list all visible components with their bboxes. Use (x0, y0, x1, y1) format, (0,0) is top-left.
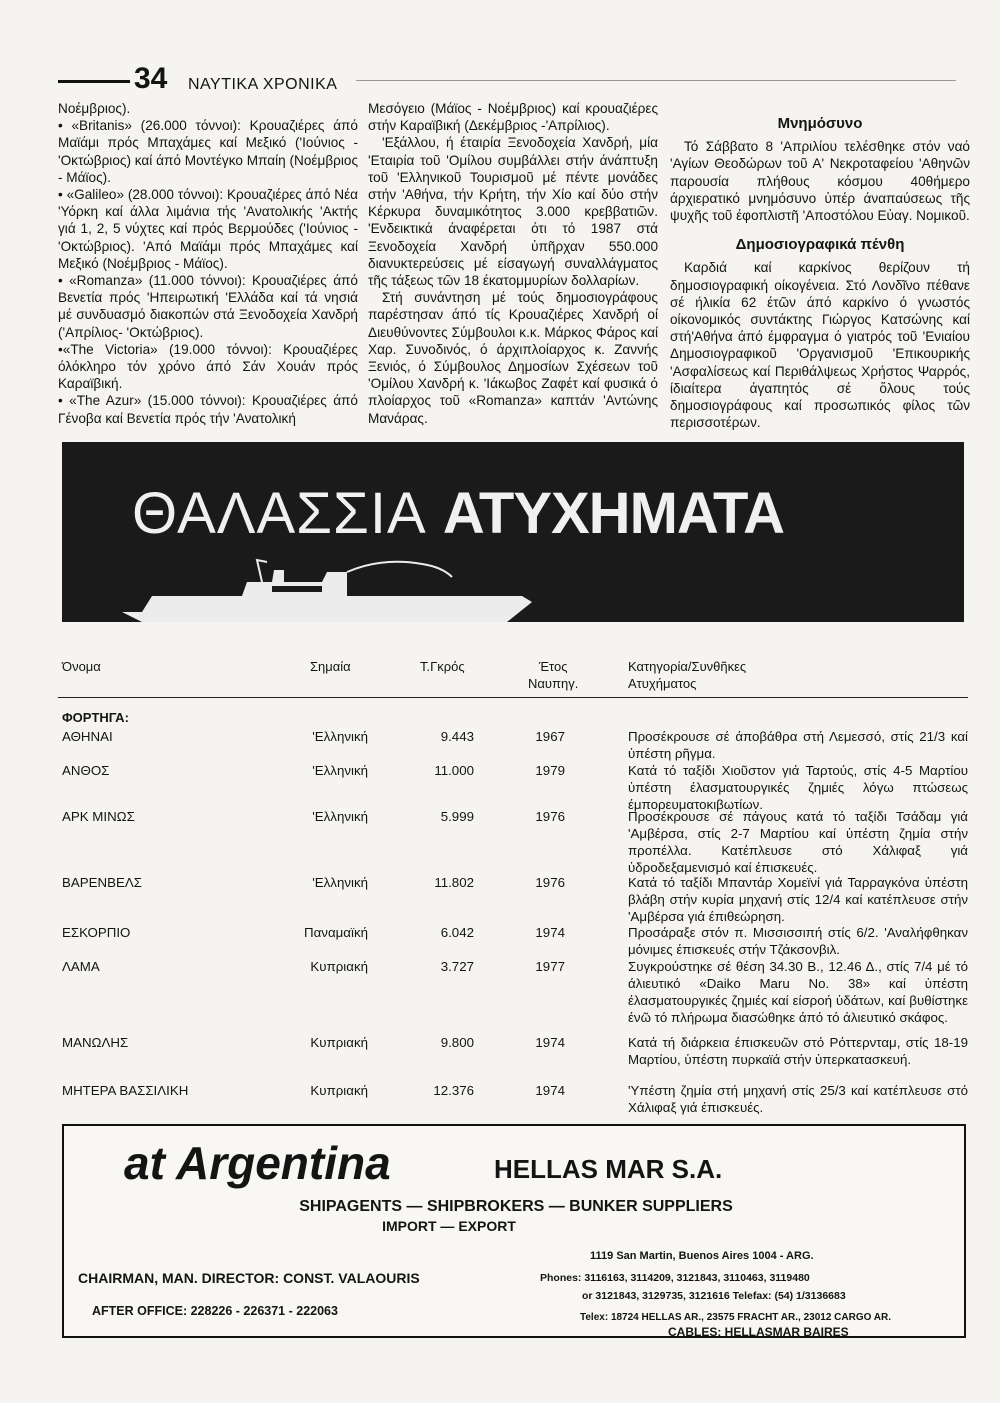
ship-grt: 11.802 (434, 875, 474, 890)
ship-flag: 'Ελληνική (312, 875, 368, 890)
ship-grt: 5.999 (440, 809, 474, 824)
paragraph: • «The Azur» (15.000 τόννοι): Κρουαζιέρες άπό Γένοβα καί Βενετία πρός τήν 'Ανατολική (58, 393, 358, 426)
accident-description: Προσέκρουσε σέ πάγους κατά τό ταξίδι Τσάδαμ γιά 'Αμβέρσα, στίς 2-7 Μαρτίου καί ὑπέστη ζημία στήν προπέλλα. Κατέπλευσε στό Χάλιφαξ γιά ὑδροδεξαμενισμό καί έπισκευές. (628, 809, 968, 875)
memorial-text: Τό Σάββατο 8 'Απριλίου τελέσθηκε στόν ναό 'Αγίων Θεοδώρων τοῦ Α' Νεκροταφείου 'Αθηνῶν παρουσία πλήθους κόσμου 40θήμερο άρχιερατικό μνημόσυνο ὑπέρ άναπαύσεως τῆς ψυχῆς τοῦ έφοπλιστῆ 'Αποστόλου Εὐαγ. Νομικοῦ. (670, 139, 970, 224)
header-rule (58, 80, 130, 83)
ship-name: ΛΑΜΑ (62, 959, 100, 974)
paragraph: • «Romanza» (11.000 τόννοι): Κρουαζιέρες άπό Βενετία πρός 'Ηπειρωτική 'Ελλάδα καί τά νησιά μέ συνδυασμό διακοπών στά Ξενοδοχεία Χανδρή ('Απρίλιος- 'Οκτώβριος). (58, 273, 358, 340)
banner-title-bold: ΑΤΥΧΗΜΑΤΑ (442, 481, 784, 546)
section-banner (62, 442, 964, 622)
ship-flag: Κυπριακή (310, 1083, 368, 1098)
obituaries-heading: Δημοσιογραφικά πένθη (735, 236, 905, 254)
article-column-3 (670, 100, 970, 431)
paragraph: • «Galileo» (28.000 τόννοι): Κρουαζιέρες άπό Νέα 'Υόρκη καί άλλα λιμάνια τής 'Ανατολικής 'Ακτής γιά 1, 2, 5 νύχτες καί πρός Βερμούδες ('Ιούνιος - 'Οκτώβριος). 'Από Μαϊάμι πρός Μπαχάμες καί Μεξικό (Νοέμβριος - Μάϊος). (58, 187, 358, 271)
col-header-year-line1: Έτος (538, 659, 568, 674)
publication-name: ΝΑΥΤΙΚΑ ΧΡΟΝΙΚΑ (188, 76, 338, 93)
accident-description: Προσάραξε στόν π. Μισσισσιπή στίς 6/2. 'Αναλήφθηκαν μόνιμες έπισκευές στήν Τζάκσονβιλ. (628, 925, 968, 957)
ad-telex-line: Telex: 18724 HELLAS AR., 23575 FRACHT AR., 23012 CARGO AR. (580, 1312, 892, 1323)
header-rule-right (356, 80, 956, 81)
ship-grt: 11.000 (434, 763, 474, 778)
ship-year: 1979 (535, 763, 565, 778)
page-number: 34 (134, 62, 168, 95)
ad-import-export: IMPORT — EXPORT (382, 1218, 516, 1234)
article-column-2 (368, 100, 658, 427)
col-header-name: Όνομα (62, 659, 101, 674)
ad-after-office: AFTER OFFICE: 228226 - 226371 - 222063 (92, 1304, 338, 1318)
paragraph: 'Εξάλλου, ή έταιρία Ξενοδοχεία Χανδρή, μία 'Εταιρία τοῦ 'Ομίλου συμβάλλει στήν άνάπτυξη τοῦ 'Ελληνικοῦ Τουρισμοῦ μέ πέντε μονάδες στήν 'Αθήνα, τήν Κρήτη, τήν Χίο καί δύο στήν Κέρκυρα δυναμικότητος 3.000 κρεββατιῶν. 'Ενδεικτικά άναφέρεται ότι τό 1987 στά Ξενοδοχεία Χανδρή ὑπῆρχαν 550.000 διανυκτερεύσεις μέ είσαγωγή συναλλάγματος τῆς τάξεως τῶν 18 έκατομμυρίων δολλαρίων. (368, 135, 658, 289)
ship-year: 1974 (535, 1035, 565, 1050)
ship-name: ΒΑΡΕΝΒΕΛΣ (62, 875, 142, 890)
banner-title-light: ΘΑΛΑΣΣΙΑ (132, 481, 427, 546)
advertisement-box (62, 1124, 966, 1338)
ship-year: 1977 (535, 959, 565, 974)
ad-phones-line1: Phones: 3116163, 3114209, 3121843, 3110463, 3119480 (540, 1272, 810, 1284)
ship-name: ΑΘΗΝΑΙ (62, 729, 113, 744)
paragraph: Στή συνάντηση μέ τούς δημοσιογράφους παρέστησαν άπό τίς Κρουαζιέρες Χανδρή οί Διευθύνοντες Σύμβουλοι κ.κ. Μάρκος Φάρος καί Χαρ. Συνοδινός, ό άρχιπλοίαρχος κ. Ζαννής Ξενιός, ό Σύμβουλος Δημοσίων Σχέσεων τοῦ 'Ομίλου Χανδρή κ. 'Ιάκωβος Ζαφέτ καί φυσικά ό πλοίαρχος τοῦ «Romanza» καπτάν 'Αντώνης Μανάρας. (368, 290, 658, 426)
ship-grt: 6.042 (440, 925, 474, 940)
category-label: ΦΟΡΤΗΓΑ: (62, 710, 129, 725)
paragraph: •«The Victoria» (19.000 τόννοι): Κρουαζιέρες όλόκληρο τόν χρόνο άπό Σάν Χουάν πρός Καραϊβική. (58, 341, 358, 392)
article-column-1 (58, 100, 358, 427)
accident-description: Κατά τό ταξίδι Χιοῦστον γιά Ταρτούς, στίς 4-5 Μαρτίου ὑπέστη έλασματουργικές ζημιές λόγω πτώσεως έμπορευματοκιβωτίων. (628, 763, 968, 812)
ship-grt: 3.727 (440, 959, 474, 974)
ship-year: 1974 (535, 925, 565, 940)
ship-flag: 'Ελληνική (312, 729, 368, 744)
ad-phones-line2: or 3121843, 3129735, 3121616 Telefax: (54) 1/3136683 (582, 1290, 846, 1302)
ad-address: 1119 San Martin, Buenos Aires 1004 - ARG. (590, 1250, 814, 1262)
ad-chairman: CHAIRMAN, MAN. DIRECTOR: CONST. VALAOURIS (78, 1270, 420, 1286)
banner-title (132, 480, 784, 547)
ship-name: ΑΝΘΟΣ (62, 763, 110, 778)
col-header-year (528, 658, 578, 692)
ship-flag: 'Ελληνική (312, 763, 368, 778)
paragraph: Νοέμβριος). (58, 101, 131, 116)
ship-name: ΕΣΚΟΡΠΙΟ (62, 925, 131, 940)
ship-year: 1976 (535, 809, 565, 824)
ad-phones (540, 1269, 960, 1305)
ship-name: ΑΡΚ ΜΙΝΩΣ (62, 809, 135, 824)
ship-flag: 'Ελληνική (312, 809, 368, 824)
obituaries-text: Καρδιά καί καρκίνος θερίζουν τή δημοσιογραφική οίκογένεια. Στό Λονδῖνο πέθανε σέ ήλικία 62 έτῶν άπό καρκίνο ό γνωστός οίκονομικός συντάκτης Γιώργος Κατσώνης καί στή'Αθήνα άπό έμφραγμα ό γιατρός τοῦ 'Ενιαίου Δημοσιογραφικοῦ 'Οργανισμοῦ 'Επικουρικής 'Ασφαλίσεως καί Περιθάλψεως Χρήστος Ψαρρός, ίδιαίτερα άγαπητός σέ ὅλους τούς δημοσιογράφους καί προσωπικός φίλος τῶν περισσοτέρων. (670, 260, 970, 431)
ship-grt: 12.376 (433, 1083, 474, 1098)
col-header-grt: Τ.Γκρός (420, 659, 465, 674)
accident-description: Προσέκρουσε σέ άποβάθρα στή Λεμεσσό, στίς 21/3 καί ὑπέστη ρῆγμα. (628, 729, 968, 761)
ship-grt: 9.443 (440, 729, 474, 744)
ship-name: ΜΗΤΕΡΑ ΒΑΣΣΙΛΙΚΗ (62, 1083, 189, 1098)
accident-description: Κατά τή διάρκεια έπισκευῶν στό Ρόττερνταμ, στίς 18-19 Μαρτίου, ὑπέστη πυρκαϊά στήν ὑπερκατασκευή. (628, 1035, 968, 1067)
ship-grt: 9.800 (440, 1035, 474, 1050)
ad-company-name: HELLAS MAR S.A. (494, 1154, 723, 1184)
ship-year: 1976 (535, 875, 565, 890)
col-header-desc-line1: Κατηγορία/Συνθῆκες (628, 659, 747, 674)
accident-description: Κατά τό ταξίδι Μπαντάρ Χομεϊνί γιά Ταρραγκόνα ὑπέστη βλάβη στήν κυρία μηχανή στίς 12/4 καί κατέπλευσε στήν 'Αμβέρσα γιά έπιθεώρηση. (628, 875, 968, 924)
ad-city: at Argentina (124, 1137, 391, 1189)
ship-year: 1974 (535, 1083, 565, 1098)
ship-illustration-icon (122, 552, 542, 622)
ship-name: ΜΑΝΩΛΗΣ (62, 1035, 129, 1050)
ad-cables-line: CABLES: HELLASMAR BAIRES (668, 1325, 849, 1339)
ad-services: SHIPAGENTS — SHIPBROKERS — BUNKER SUPPLIERS (299, 1198, 733, 1215)
col-header-year-line2: Ναυπηγ. (528, 676, 579, 691)
ship-flag: Παναμαϊκή (304, 925, 368, 940)
ship-flag: Κυπριακή (310, 1035, 368, 1050)
ship-flag: Κυπριακή (310, 959, 368, 974)
col-header-desc-line2: Ατυχήματος (628, 676, 697, 691)
col-header-desc (628, 658, 746, 692)
ad-telex (580, 1311, 960, 1339)
accident-description: 'Υπέστη ζημία στή μηχανή στίς 25/3 καί κατέπλευσε στό Χάλιφαξ γιά έπισκευές. (628, 1083, 968, 1115)
ship-year: 1967 (535, 729, 565, 744)
memorial-heading: Μνημόσυνο (777, 115, 863, 132)
paragraph: Μεσόγειο (Μάϊος - Νοέμβριος) καί κρουαζιέρες στήν Καραϊβική (Δεκέμβριος -'Απρίλιος). (368, 101, 658, 134)
col-header-flag: Σημαία (310, 659, 351, 674)
paragraph: • «Britanis» (26.000 τόννοι): Κρουαζιέρες άπό Μαϊάμι πρός Μπαχάμες καί Μεξικό ('Ιούνιος - 'Οκτώβριος) καί άπό Μοντέγκο Μπαίη (Νοέμβριος - Μάϊος). (58, 118, 358, 185)
accident-description: Συγκρούστηκε σέ θέση 34.30 Β., 12.46 Δ., στίς 7/4 μέ τό άλιευτικό «Daiko Maru No. 38» καί ὑπέστη έλασματουργικές ζημιές καί είσροή ὑδάτων, καί βυθίστηκε ένῶ τό πλήρωμα διασώθηκε άπό τό άλιευτικό σκάφος. (628, 959, 968, 1025)
table-header-rule (58, 697, 968, 698)
